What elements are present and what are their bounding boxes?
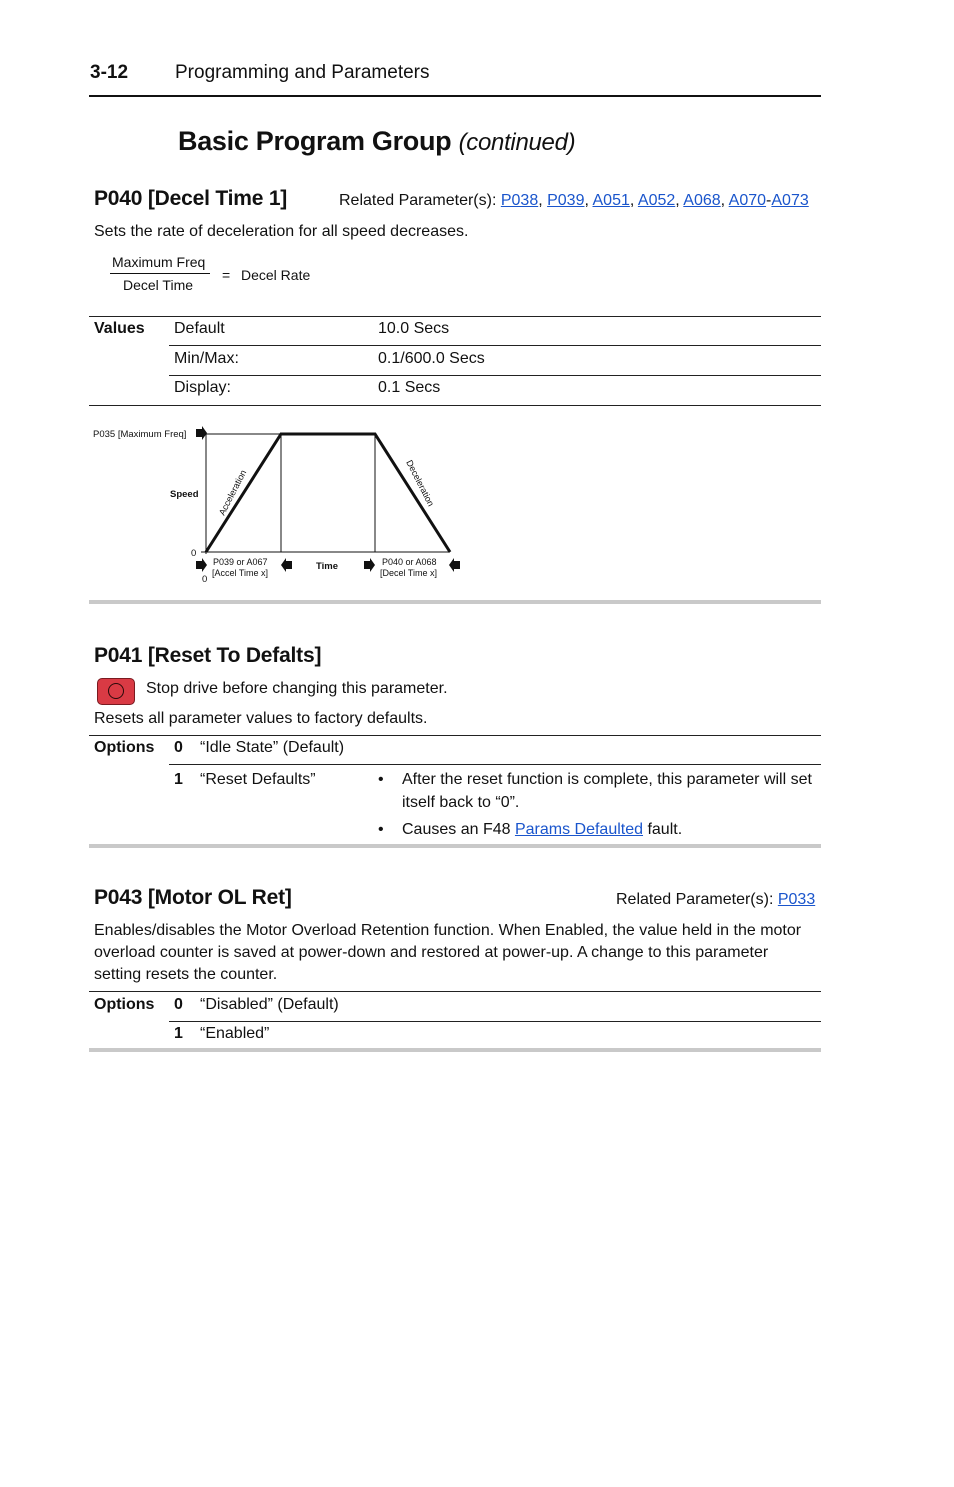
deceleration-label: Deceleration <box>404 458 437 508</box>
option-number: 0 <box>174 996 183 1013</box>
option-text: “Enabled” <box>200 1025 270 1042</box>
formula-denominator: Decel Time <box>123 277 194 293</box>
time-axis-label: Time <box>316 561 339 572</box>
page-title <box>178 126 575 157</box>
p043-description-line: overload counter is saved at power-down and restored at power-up. A change to this parameter <box>94 944 769 961</box>
link-a073[interactable]: A073 <box>771 192 809 209</box>
values-label: Values <box>94 320 145 337</box>
section-divider <box>89 844 821 848</box>
option-text: “Idle State” (Default) <box>200 739 345 756</box>
values-row-name: Min/Max: <box>174 350 239 367</box>
values-row-value: 0.1 Secs <box>378 379 441 396</box>
bullet-icon: • <box>378 771 384 788</box>
link-p039[interactable]: P039 <box>547 192 585 209</box>
page-number: 3-12 <box>90 62 129 83</box>
link-a051[interactable]: A051 <box>592 192 630 209</box>
p043-title: P043 [Motor OL Ret] <box>94 886 292 909</box>
accel-param-label: P039 or A067 <box>213 557 268 567</box>
formula-numerator: Maximum Freq <box>112 254 206 270</box>
speed-time-diagram <box>88 420 468 595</box>
options-table-top-rule <box>89 991 821 992</box>
p040-related-label: Related Parameter(s): <box>339 192 497 209</box>
values-row-name: Display: <box>174 379 231 396</box>
accel-end-arrow-icon <box>281 558 292 572</box>
decel-start-arrow-icon <box>364 558 375 572</box>
link-a068[interactable]: A068 <box>683 192 721 209</box>
section-divider <box>89 1048 821 1052</box>
link-params-defaulted[interactable]: Params Defaulted <box>514 821 644 838</box>
acceleration-label: Acceleration <box>216 468 249 517</box>
values-table-bottom-rule <box>89 405 821 406</box>
x-zero-label: 0 <box>202 574 208 585</box>
bullet-text-1b: itself back to “0”. <box>402 794 520 811</box>
decel-time-label: [Decel Time x] <box>380 568 438 578</box>
p041-stop-note: Stop drive before changing this parameter. <box>146 680 448 697</box>
y-zero-label: 0 <box>191 548 197 559</box>
options-row-rule <box>169 764 821 765</box>
accel-time-label: [Accel Time x] <box>212 568 269 578</box>
bullet-text-1a: After the reset function is complete, this parameter will set <box>402 771 812 788</box>
bullet-text-2-pre: Causes an F48 <box>402 821 515 838</box>
link-p033[interactable]: P033 <box>777 891 816 908</box>
link-p038[interactable]: P038 <box>500 192 539 209</box>
p043-related-label: Related Parameter(s): <box>616 891 774 908</box>
page-title-main: Basic Program Group <box>178 126 452 156</box>
p040-title: P040 [Decel Time 1] <box>94 187 288 210</box>
p041-description: Resets all parameter values to factory defaults. <box>94 710 428 727</box>
bullet-text-2 <box>402 821 682 839</box>
values-row-rule <box>169 345 821 346</box>
bullet-text-2-post: fault. <box>643 821 683 838</box>
p041-title: P041 [Reset To Defalts] <box>94 644 322 667</box>
link-a070[interactable]: A070 <box>728 192 767 209</box>
values-row-value: 0.1/600.0 Secs <box>378 350 485 367</box>
speed-profile-line <box>206 434 450 552</box>
values-row-name: Default <box>174 320 225 337</box>
option-text: “Disabled” (Default) <box>200 996 339 1013</box>
option-number: 1 <box>174 771 183 788</box>
options-label: Options <box>94 996 155 1013</box>
header-rule <box>89 95 821 97</box>
formula-fraction-bar <box>110 273 210 274</box>
decel-param-label: P040 or A068 <box>382 557 437 567</box>
option-number: 0 <box>174 739 183 756</box>
p043-related <box>616 891 815 909</box>
stop-drive-icon <box>97 678 135 705</box>
p043-description-line: Enables/disables the Motor Overload Retention function. When Enabled, the value held in the motor <box>94 922 802 939</box>
p040-related: Related Parameter(s): P038, P039, A051, A052, A068, A070-A073 <box>339 192 809 209</box>
page-title-continued: (continued) <box>458 129 576 156</box>
link-a052[interactable]: A052 <box>637 192 676 209</box>
section-divider <box>89 600 821 604</box>
values-row-value: 10.0 Secs <box>378 320 450 337</box>
values-table-top-rule <box>89 316 821 317</box>
decel-end-arrow-icon <box>449 558 460 572</box>
p043-description-line: setting resets the counter. <box>94 966 278 983</box>
max-freq-label: P035 [Maximum Freq] <box>93 429 187 440</box>
bullet-icon: • <box>378 821 384 838</box>
option-number: 1 <box>174 1025 183 1042</box>
option-text: “Reset Defaults” <box>200 771 316 788</box>
speed-axis-label: Speed <box>170 489 199 500</box>
options-label: Options <box>94 739 155 756</box>
p040-description: Sets the rate of deceleration for all speed decreases. <box>94 223 469 240</box>
options-row-rule <box>169 1021 821 1022</box>
accel-start-arrow-icon <box>196 558 207 572</box>
section-title: Programming and Parameters <box>175 62 430 83</box>
formula-equals: = <box>222 267 231 283</box>
max-freq-arrow-icon <box>196 426 207 440</box>
formula-result: Decel Rate <box>241 267 311 283</box>
options-table-top-rule <box>89 735 821 736</box>
values-row-rule <box>169 375 821 376</box>
